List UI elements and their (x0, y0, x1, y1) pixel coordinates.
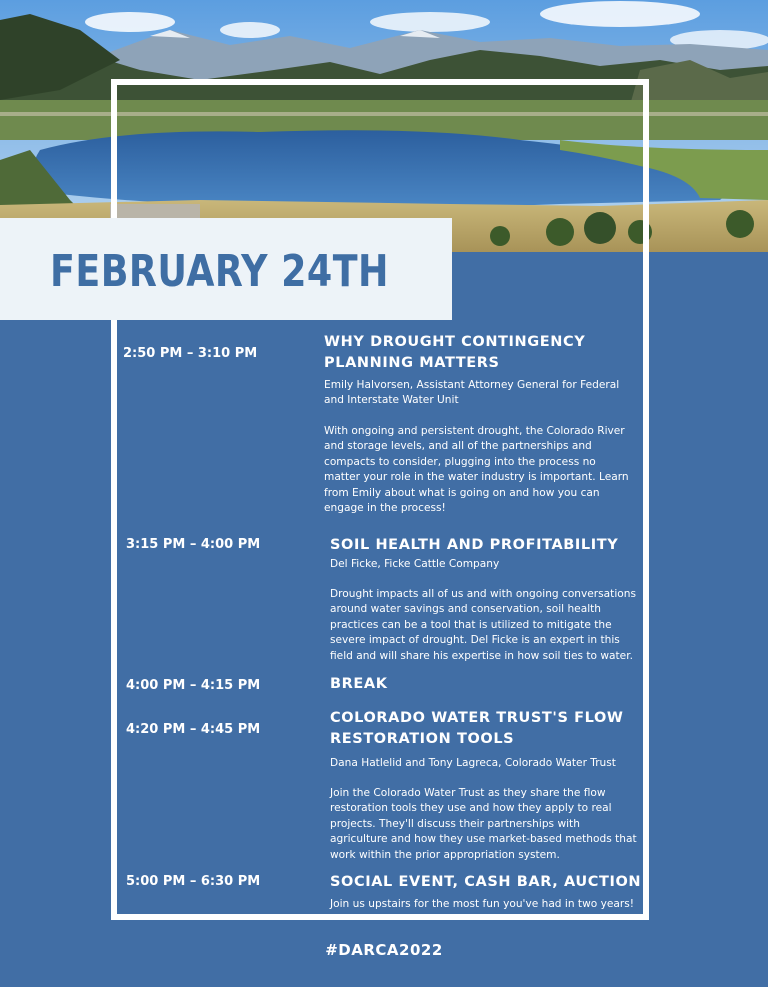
event-hashtag: #DARCA2022 (325, 941, 443, 959)
session-description: Join the Colorado Water Trust as they share the flow restoration tools they use and how they apply to real projects. They'll discuss their partnerships with agriculture and how they use market-based methods that work within the prior appropriation system. (330, 787, 637, 861)
session-speaker: Dana Hatlelid and Tony Lagreca, Colorado Water Trust (330, 757, 616, 769)
session-title: WHY DROUGHT CONTINGENCY PLANNING MATTERS (324, 334, 586, 371)
session-title: SOCIAL EVENT, CASH BAR, AUCTION (330, 874, 642, 890)
session-time: 3:15 PM – 4:00 PM (126, 537, 261, 552)
session-time: 2:50 PM – 3:10 PM (123, 346, 258, 361)
session-time: 5:00 PM – 6:30 PM (126, 874, 261, 889)
session-title: COLORADO WATER TRUST'S FLOW RESTORATION TOOLS (330, 710, 624, 747)
session-speaker: Del Ficke, Ficke Cattle Company (330, 558, 500, 570)
session-time: 4:00 PM – 4:15 PM (126, 678, 261, 693)
session-speaker: Emily Halvorsen, Assistant Attorney General for Federal and Interstate Water Unit (324, 379, 620, 407)
event-date-heading: FEBRUARY 24TH (50, 246, 389, 297)
hero-landscape-image (0, 0, 768, 252)
session-title: BREAK (330, 676, 388, 692)
session-speaker: Join us upstairs for the most fun you've had in two years! (330, 898, 634, 910)
session-title: SOIL HEALTH AND PROFITABILITY (330, 537, 619, 553)
date-banner (0, 218, 452, 320)
session-description: With ongoing and persistent drought, the Colorado River and storage levels, and all of the partnerships and compacts to consider, plugging into the process no matter your role in the water industry is important. Learn from Emily about what is going on and how you can engage in the process! (324, 425, 629, 515)
session-description: Drought impacts all of us and with ongoing conversations around water savings and conservation, soil health practices can be a tool that is utilized to mitigate the severe impact of drought. Del Ficke is an expert in this field and will share his expertise in how soil ties to water. (330, 588, 636, 662)
session-time: 4:20 PM – 4:45 PM (126, 722, 261, 737)
